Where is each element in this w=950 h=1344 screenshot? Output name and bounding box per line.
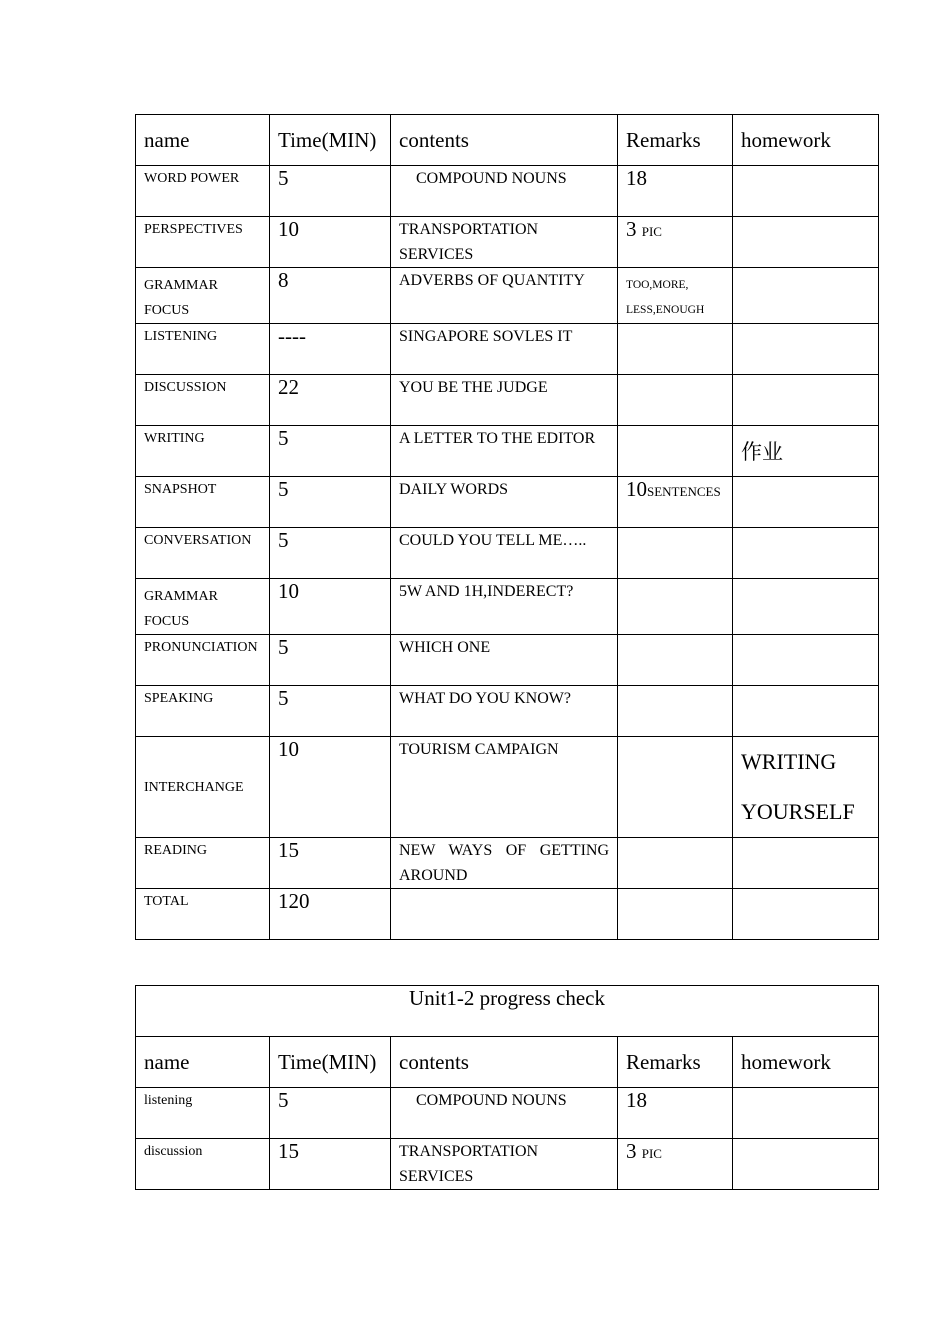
row-time: 10 (270, 737, 391, 838)
row-time: 22 (270, 375, 391, 426)
row-homework (733, 889, 879, 940)
row-name: discussion (136, 1139, 270, 1190)
row-contents: WHAT DO YOU KNOW? (391, 686, 618, 737)
row-name: SNAPSHOT (136, 477, 270, 528)
row-remarks: 10SENTENCES (618, 477, 733, 528)
title-row (136, 986, 879, 1037)
table-row (136, 635, 879, 686)
row-contents: TOURISM CAMPAIGN (391, 737, 618, 838)
row-name: GRAMMAR FOCUS (136, 268, 270, 324)
row-contents: 5W AND 1H,INDERECT? (391, 579, 618, 635)
row-homework: WRITING YOURSELF (733, 737, 879, 838)
row-name: WORD POWER (136, 166, 270, 217)
row-time: 120 (270, 889, 391, 940)
remarks-unit: SENTENCES (647, 484, 721, 499)
header-homework: homework (733, 1037, 879, 1088)
row-remarks (618, 889, 733, 940)
row-contents: TRANSPORTATION SERVICES (391, 217, 618, 268)
row-homework (733, 217, 879, 268)
row-remarks (618, 686, 733, 737)
row-name: DISCUSSION (136, 375, 270, 426)
row-homework (733, 579, 879, 635)
row-name: LISTENING (136, 324, 270, 375)
table-row (136, 686, 879, 737)
row-name: READING (136, 838, 270, 889)
table-row (136, 1139, 879, 1190)
table-row (136, 166, 879, 217)
row-homework (733, 528, 879, 579)
row-remarks (618, 324, 733, 375)
row-remarks (618, 635, 733, 686)
row-homework (733, 686, 879, 737)
row-remarks: 18 (618, 1088, 733, 1139)
row-name: PRONUNCIATION (136, 635, 270, 686)
row-homework (733, 838, 879, 889)
row-name: TOTAL (136, 889, 270, 940)
row-time: 5 (270, 528, 391, 579)
row-contents: YOU BE THE JUDGE (391, 375, 618, 426)
row-time: 5 (270, 477, 391, 528)
table-row (136, 324, 879, 375)
row-name: WRITING (136, 426, 270, 477)
row-time: 5 (270, 166, 391, 217)
row-remarks (618, 579, 733, 635)
row-homework (733, 635, 879, 686)
row-time: 5 (270, 426, 391, 477)
table-row (136, 268, 879, 324)
row-contents: ADVERBS OF QUANTITY (391, 268, 618, 324)
header-remarks: Remarks (618, 1037, 733, 1088)
table-row (136, 528, 879, 579)
row-contents: COMPOUND NOUNS (391, 166, 618, 217)
table-row (136, 579, 879, 635)
row-name: PERSPECTIVES (136, 217, 270, 268)
row-name: SPEAKING (136, 686, 270, 737)
header-name: name (136, 115, 270, 166)
row-remarks (618, 737, 733, 838)
remarks-unit: PIC (641, 224, 662, 239)
row-name: INTERCHANGE (136, 737, 270, 838)
remarks-unit: PIC (641, 1146, 662, 1161)
table-row (136, 1088, 879, 1139)
row-contents: NEW WAYS OF GETTING AROUND (391, 838, 618, 889)
row-remarks (618, 838, 733, 889)
row-contents: COMPOUND NOUNS (391, 1088, 618, 1139)
table-row (136, 375, 879, 426)
lesson-plan-table (135, 114, 879, 940)
row-remarks (618, 528, 733, 579)
row-homework (733, 166, 879, 217)
header-name: name (136, 1037, 270, 1088)
row-homework (733, 1088, 879, 1139)
row-time: 8 (270, 268, 391, 324)
row-time: 10 (270, 217, 391, 268)
row-homework (733, 268, 879, 324)
row-name: GRAMMAR FOCUS (136, 579, 270, 635)
row-contents: COULD YOU TELL ME….. (391, 528, 618, 579)
row-homework (733, 1139, 879, 1190)
row-contents: WHICH ONE (391, 635, 618, 686)
progress-check-table (135, 985, 879, 1190)
row-time: 5 (270, 635, 391, 686)
table-title: Unit1-2 progress check (136, 986, 879, 1037)
table-row (136, 889, 879, 940)
row-contents: DAILY WORDS (391, 477, 618, 528)
row-remarks: TOO,MORE, LESS,ENOUGH (618, 268, 733, 324)
header-remarks: Remarks (618, 115, 733, 166)
row-contents: A LETTER TO THE EDITOR (391, 426, 618, 477)
row-homework (733, 477, 879, 528)
header-time: Time(MIN) (270, 1037, 391, 1088)
row-time: 5 (270, 686, 391, 737)
header-row (136, 1037, 879, 1088)
table-row (136, 426, 879, 477)
row-homework (733, 375, 879, 426)
header-contents: contents (391, 1037, 618, 1088)
table-row (136, 477, 879, 528)
row-remarks (618, 375, 733, 426)
row-remarks (618, 426, 733, 477)
table-row (136, 838, 879, 889)
row-time: 15 (270, 838, 391, 889)
row-remarks: 18 (618, 166, 733, 217)
row-time: 5 (270, 1088, 391, 1139)
row-remarks: 3 PIC (618, 1139, 733, 1190)
table-row (136, 217, 879, 268)
row-time: ---- (270, 324, 391, 375)
header-time: Time(MIN) (270, 115, 391, 166)
row-contents (391, 889, 618, 940)
header-row (136, 115, 879, 166)
row-name: CONVERSATION (136, 528, 270, 579)
table-row (136, 737, 879, 838)
row-remarks: 3 PIC (618, 217, 733, 268)
row-homework: 作业 (733, 426, 879, 477)
row-time: 10 (270, 579, 391, 635)
row-contents: SINGAPORE SOVLES IT (391, 324, 618, 375)
header-contents: contents (391, 115, 618, 166)
row-name: listening (136, 1088, 270, 1139)
row-contents: TRANSPORTATION SERVICES (391, 1139, 618, 1190)
header-homework: homework (733, 115, 879, 166)
row-homework (733, 324, 879, 375)
row-time: 15 (270, 1139, 391, 1190)
